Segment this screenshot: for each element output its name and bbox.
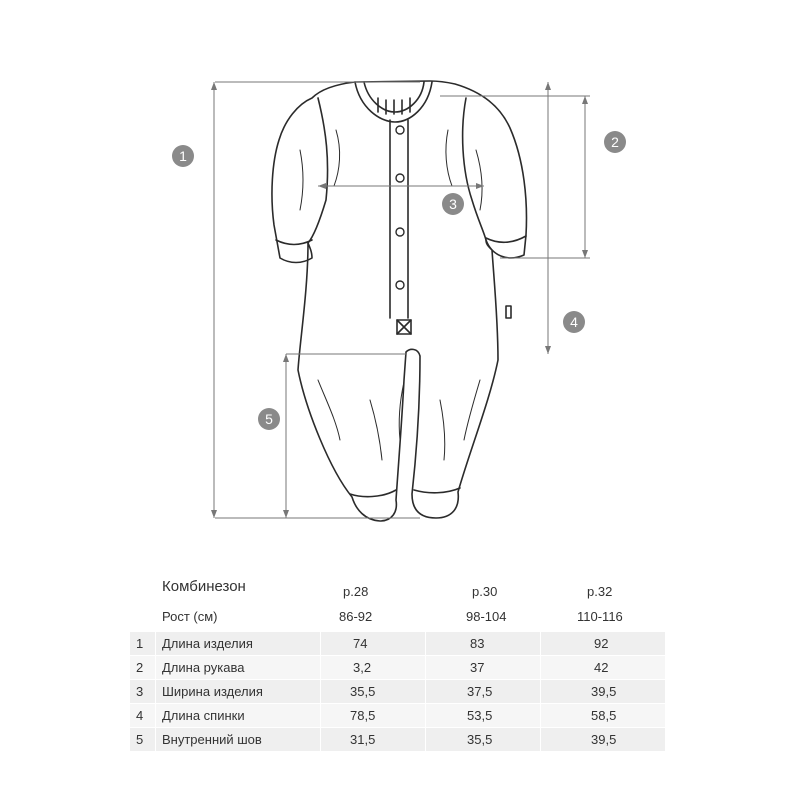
size-table bbox=[0, 570, 800, 770]
marker-5: 5 bbox=[258, 408, 280, 430]
size-header-2: р.30 bbox=[472, 584, 498, 599]
row-value: 39,5 bbox=[591, 732, 617, 747]
row-value: 42 bbox=[594, 660, 609, 675]
row-value: 83 bbox=[470, 636, 485, 651]
size-header-1: р.28 bbox=[343, 584, 369, 599]
marker-3: 3 bbox=[442, 193, 464, 215]
row-value: 39,5 bbox=[591, 684, 617, 699]
row-value: 58,5 bbox=[591, 708, 617, 723]
height-value-2: 98-104 bbox=[466, 609, 507, 624]
row-value: 74 bbox=[353, 636, 368, 651]
row-label: Внутренний шов bbox=[162, 732, 262, 747]
size-header-3: р.32 bbox=[587, 584, 613, 599]
row-value: 53,5 bbox=[467, 708, 493, 723]
column-divider bbox=[320, 632, 321, 751]
row-value: 92 bbox=[594, 636, 609, 651]
height-label: Рост (см) bbox=[162, 609, 218, 624]
row-number: 5 bbox=[136, 732, 144, 747]
row-number: 4 bbox=[136, 708, 144, 723]
row-label: Длина спинки bbox=[162, 708, 245, 723]
height-value-3: 110-116 bbox=[577, 609, 623, 624]
column-divider bbox=[425, 632, 426, 751]
height-value-1: 86-92 bbox=[339, 609, 373, 624]
row-value: 35,5 bbox=[467, 732, 493, 747]
row-value: 3,2 bbox=[353, 660, 372, 675]
column-divider bbox=[155, 632, 156, 751]
row-number: 2 bbox=[136, 660, 144, 675]
row-value: 37 bbox=[470, 660, 485, 675]
row-label: Длина рукава bbox=[162, 660, 245, 675]
row-number: 3 bbox=[136, 684, 144, 699]
row-value: 31,5 bbox=[350, 732, 376, 747]
row-label: Длина изделия bbox=[162, 636, 253, 651]
row-value: 37,5 bbox=[467, 684, 493, 699]
table-title: Комбинезон bbox=[162, 578, 246, 595]
row-label: Ширина изделия bbox=[162, 684, 263, 699]
column-divider bbox=[540, 632, 541, 751]
marker-1: 1 bbox=[172, 145, 194, 167]
marker-2: 2 bbox=[604, 131, 626, 153]
row-value: 78,5 bbox=[350, 708, 376, 723]
marker-4: 4 bbox=[563, 311, 585, 333]
row-value: 35,5 bbox=[350, 684, 376, 699]
row-number: 1 bbox=[136, 636, 144, 651]
